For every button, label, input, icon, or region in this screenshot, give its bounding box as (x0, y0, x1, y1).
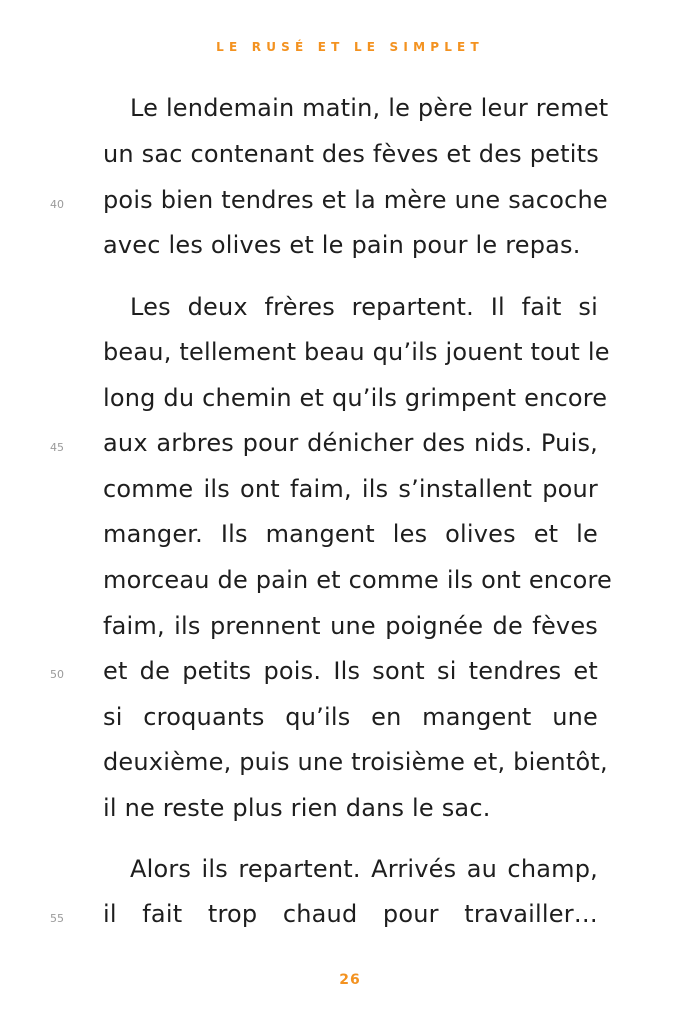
text-line: long du chemin et qu’ils grimpent encore (103, 384, 608, 412)
line-number: 40 (50, 198, 64, 211)
text-line: si croquants qu’ils en mangent une (103, 703, 598, 731)
text-line: Les deux frères repartent. Il fait si (130, 293, 598, 321)
text-line: pois bien tendres et la mère une sacoche (103, 186, 608, 214)
line-number: 55 (50, 912, 64, 925)
text-line: avec les olives et le pain pour le repas. (103, 231, 581, 259)
text-line: aux arbres pour dénicher des nids. Puis, (103, 429, 598, 457)
text-line: Le lendemain matin, le père leur remet (130, 94, 609, 122)
page-number: 26 (339, 972, 361, 988)
text-line: Alors ils repartent. Arrivés au champ, (130, 855, 598, 883)
text-line: manger. Ils mangent les olives et le (103, 520, 598, 548)
line-number: 45 (50, 441, 64, 454)
line-number: 50 (50, 668, 64, 681)
text-line: et de petits pois. Ils sont si tendres et (103, 657, 598, 685)
text-line: morceau de pain et comme ils ont encore (103, 566, 612, 594)
text-line: deuxième, puis une troisième et, bientôt, (103, 748, 608, 776)
text-line: il ne reste plus rien dans le sac. (103, 794, 491, 822)
text-line: faim, ils prennent une poignée de fèves (103, 612, 598, 640)
running-head: LE RUSÉ ET LE SIMPLET (216, 40, 484, 54)
text-line: il fait trop chaud pour travailler… (103, 900, 598, 928)
text-line: beau, tellement beau qu’ils jouent tout le (103, 338, 610, 366)
text-line: un sac contenant des fèves et des petits (103, 140, 599, 168)
text-line: comme ils ont faim, ils s’installent pour (103, 475, 598, 503)
